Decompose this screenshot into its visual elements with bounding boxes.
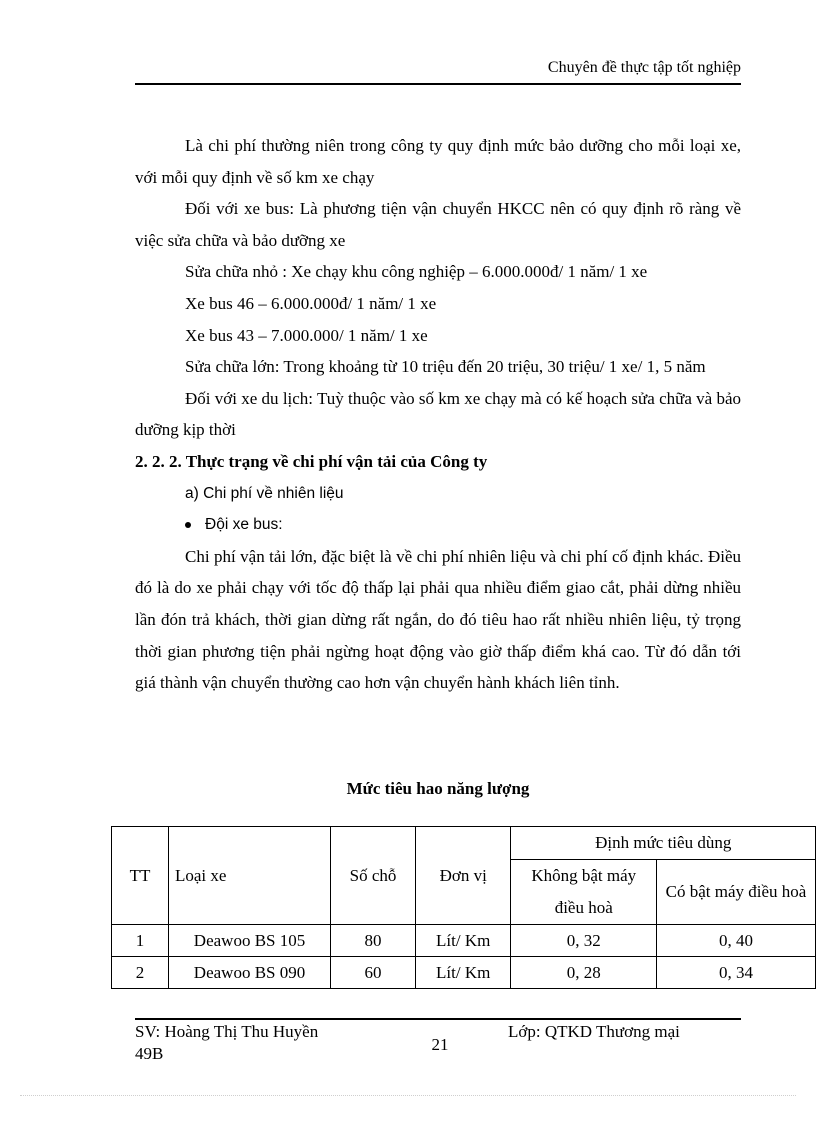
cell-with-ac: 0, 34 <box>657 957 816 989</box>
header-consumption-norm: Định mức tiêu dùng <box>511 827 816 860</box>
header-seats: Số chỗ <box>331 827 416 925</box>
cell-vehicle-type: Deawoo BS 090 <box>169 957 331 989</box>
paragraph-transport-cost: Chi phí vận tải lớn, đặc biệt là về chi phí nhiên liệu và chi phí cố định khác. Điều đó là do xe phải chạy với tốc độ thấp lại phải qua nhiều điểm giao cắt, phải dừng nhiều lần đón trả khách, thời gian dừng rất ngắn, do đó tiêu hao rất nhiều nhiên liệu, tỷ trọng thời gian phương tiện phải ngừng hoạt động vào giờ thấp điểm khá cao. Từ đó dẫn tới giá thành vận chuyển thường cao hơn vận chuyển hành khách liên tỉnh. <box>135 546 741 693</box>
cell-seats: 80 <box>331 925 416 957</box>
cell-unit: Lít/ Km <box>415 925 510 957</box>
bullet-text: Đội xe bus: <box>205 516 283 534</box>
cell-tt: 2 <box>112 957 169 989</box>
header-tt: TT <box>112 827 169 925</box>
paragraph-maintenance-cost: Là chi phí thường niên trong công ty quy định mức bảo dưỡng cho mỗi loại xe, với mỗi quy định về số km xe chạy <box>135 136 741 187</box>
page-bottom-divider <box>20 1095 796 1096</box>
page-number: 21 <box>431 1035 449 1054</box>
header-vehicle-type: Loại xe <box>169 827 331 925</box>
bullet-icon <box>185 522 191 528</box>
cell-tt: 1 <box>112 925 169 957</box>
footer-student-cohort: 49B <box>135 1044 164 1063</box>
header-rule <box>135 83 741 85</box>
body-text <box>135 130 741 699</box>
page-header: Chuyên đề thực tập tốt nghiệp <box>547 59 741 76</box>
bullet-item-bus-fleet <box>135 509 741 541</box>
paragraph-minor-repair: Sửa chữa nhỏ : Xe chạy khu công nghiệp – 6.000.000đ/ 1 năm/ 1 xe <box>185 262 648 282</box>
paragraph-bus-policy: Đối với xe bus: Là phương tiện vận chuyển HKCC nên có quy định rõ ràng về việc sửa chữa và bảo dưỡng xe <box>135 199 741 250</box>
table-title: Mức tiêu hao năng lượng <box>346 779 530 798</box>
paragraph-tourist-bus: Đối với xe du lịch: Tuỳ thuộc vào số km xe chạy mà có kế hoạch sửa chữa và bảo dưỡng kịp thời <box>135 388 741 440</box>
energy-consumption-table <box>111 826 816 989</box>
table-row <box>112 925 816 957</box>
paragraph-bus-43: Xe bus 43 – 7.000.000/ 1 năm/ 1 xe <box>185 325 428 345</box>
cell-without-ac: 0, 32 <box>511 925 657 957</box>
footer-class: Lớp: QTKD Thương mại <box>508 1022 680 1041</box>
footer-student-name: SV: Hoàng Thị Thu Huyền <box>135 1022 319 1041</box>
subheading-fuel-cost: a) Chi phí về nhiên liệu <box>185 484 344 502</box>
paragraph-bus-46: Xe bus 46 – 6.000.000đ/ 1 năm/ 1 xe <box>185 293 437 313</box>
header-with-ac: Có bật máy điều hoà <box>657 860 816 925</box>
header-unit: Đơn vị <box>415 827 510 925</box>
cell-with-ac: 0, 40 <box>657 925 816 957</box>
cell-unit: Lít/ Km <box>415 957 510 989</box>
footer-student <box>135 1021 318 1065</box>
footer-rule <box>135 1018 741 1020</box>
header-without-ac: Không bật máy điều hoà <box>511 860 657 925</box>
cell-vehicle-type: Deawoo BS 105 <box>169 925 331 957</box>
cell-seats: 60 <box>331 957 416 989</box>
section-heading: 2. 2. 2. Thực trạng về chi phí vận tải của Công ty <box>135 451 488 471</box>
paragraph-major-repair: Sửa chữa lớn: Trong khoảng từ 10 triệu đến 20 triệu, 30 triệu/ 1 xe/ 1, 5 năm <box>185 357 706 377</box>
table-row <box>112 957 816 989</box>
cell-without-ac: 0, 28 <box>511 957 657 989</box>
